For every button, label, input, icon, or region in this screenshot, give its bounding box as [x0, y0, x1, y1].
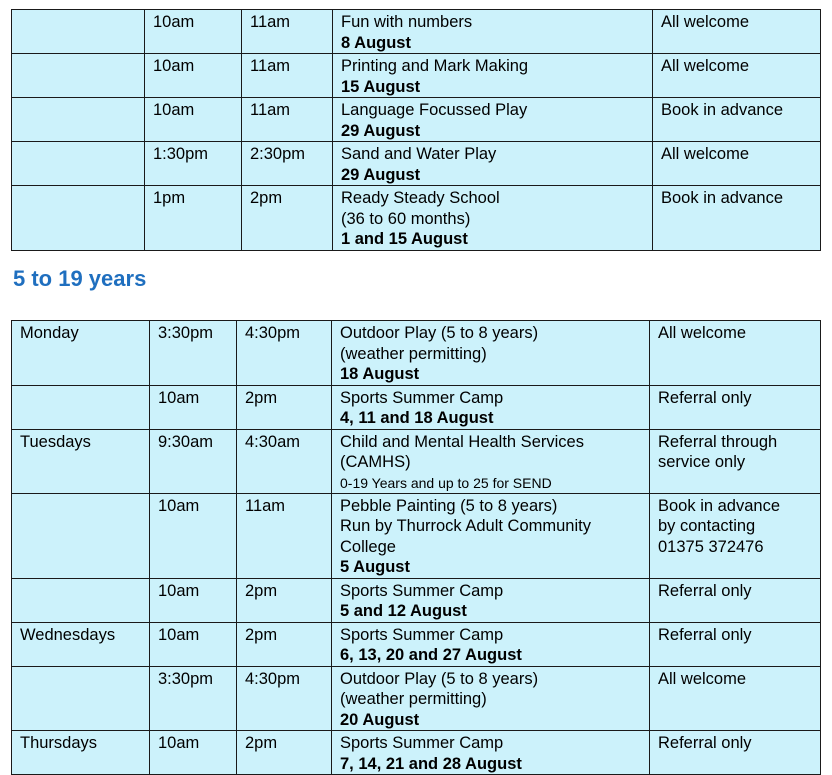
activity-name: Fun with numbers	[341, 13, 473, 31]
start-time: 10am	[153, 13, 195, 31]
access-text: Book in advance	[661, 189, 784, 207]
table-row	[12, 429, 821, 493]
activity-cell	[333, 98, 653, 142]
table-row	[12, 385, 821, 429]
start-time-cell	[145, 142, 242, 186]
end-time: 2pm	[245, 581, 278, 600]
day-cell	[12, 186, 145, 251]
table-row	[12, 578, 821, 622]
table-row	[12, 10, 821, 54]
activity-cell	[333, 142, 653, 186]
day-cell	[12, 54, 145, 98]
end-time-cell	[242, 186, 333, 251]
start-time: 10am	[158, 734, 200, 752]
day-cell	[12, 142, 145, 186]
start-time-cell	[150, 429, 237, 493]
access-cell	[650, 731, 821, 775]
access-text: Referral only	[658, 388, 752, 407]
activity-name: Outdoor Play (5 to 8 years)	[340, 324, 539, 342]
table-row	[12, 622, 821, 666]
day-cell	[12, 385, 150, 429]
end-time-cell	[237, 731, 332, 775]
access-cell	[650, 578, 821, 622]
start-time: 3:30pm	[158, 324, 214, 342]
start-time: 10am	[158, 388, 200, 407]
access-cell	[653, 186, 821, 251]
activity-cell	[332, 666, 650, 731]
day-cell	[12, 578, 150, 622]
end-time-cell	[237, 385, 332, 429]
activity-date: 29 August	[341, 121, 421, 140]
access-cell	[650, 429, 821, 493]
table-row	[12, 321, 821, 386]
access-text: by contacting	[658, 517, 756, 535]
activity-name: (36 to 60 months)	[341, 209, 471, 228]
activity-date: 8 August	[341, 33, 411, 52]
activity-name: (weather permitting)	[340, 690, 487, 708]
access-text: service only	[658, 453, 746, 471]
end-time: 11am	[250, 13, 291, 31]
end-time: 2pm	[250, 189, 283, 207]
access-text: Referral only	[658, 581, 752, 600]
activity-cell	[332, 429, 650, 493]
start-time-cell	[150, 321, 237, 386]
activity-name: Ready Steady School	[341, 189, 500, 207]
activity-date: 6, 13, 20 and 27 August	[340, 646, 522, 664]
access-cell	[653, 54, 821, 98]
access-text: All welcome	[661, 145, 750, 163]
activity-name: Sports Summer Camp	[340, 734, 504, 752]
activity-date: 15 August	[341, 77, 421, 96]
start-time-cell	[145, 54, 242, 98]
access-cell	[650, 622, 821, 666]
end-time: 2pm	[245, 734, 278, 752]
start-time: 10am	[158, 496, 200, 515]
day-cell	[12, 429, 150, 493]
start-time: 1pm	[153, 189, 186, 207]
activity-name: Sports Summer Camp	[340, 388, 504, 407]
activity-date: 5 and 12 August	[340, 602, 467, 620]
access-cell	[650, 321, 821, 386]
activity-name: College	[340, 537, 396, 556]
end-time: 11am	[245, 496, 286, 515]
end-time-cell	[237, 578, 332, 622]
end-time: 2pm	[245, 625, 278, 644]
activity-cell	[332, 321, 650, 386]
access-text: Book in advance	[661, 101, 784, 119]
activity-date: 29 August	[341, 165, 421, 184]
day-label: Wednesdays	[20, 625, 116, 644]
access-cell	[650, 666, 821, 731]
activity-name: (weather permitting)	[340, 344, 487, 363]
start-time-cell	[150, 493, 237, 578]
end-time-cell	[242, 98, 333, 142]
schedule-table-body	[12, 10, 821, 251]
activity-date: 1 and 15 August	[341, 230, 468, 248]
start-time: 10am	[158, 581, 200, 600]
access-cell	[653, 10, 821, 54]
end-time-cell	[242, 142, 333, 186]
table-row	[12, 186, 821, 251]
end-time: 4:30pm	[245, 324, 301, 342]
access-text: Book in advance	[658, 496, 781, 515]
access-cell	[653, 142, 821, 186]
activity-cell	[333, 186, 653, 251]
end-time-cell	[237, 429, 332, 493]
activity-name: Child and Mental Health Services	[340, 432, 584, 451]
activity-name: Pebble Painting (5 to 8 years)	[340, 496, 558, 515]
end-time-cell	[237, 493, 332, 578]
activity-date: 7, 14, 21 and 28 August	[340, 754, 522, 773]
table-row	[12, 142, 821, 186]
activity-cell	[333, 10, 653, 54]
end-time-cell	[242, 54, 333, 98]
table-row	[12, 731, 821, 775]
section-heading: 5 to 19 years	[13, 266, 147, 291]
end-time-cell	[237, 321, 332, 386]
activity-name: (CAMHS)	[340, 453, 411, 471]
day-label: Monday	[20, 324, 79, 342]
activity-cell	[332, 731, 650, 775]
start-time-cell	[145, 186, 242, 251]
activity-name: Run by Thurrock Adult Community	[340, 517, 591, 535]
start-time-cell	[150, 622, 237, 666]
table-row	[12, 493, 821, 578]
start-time: 10am	[153, 101, 195, 119]
schedule-table-5-to-19	[11, 320, 821, 775]
day-cell	[12, 493, 150, 578]
start-time-cell	[150, 578, 237, 622]
start-time: 10am	[158, 625, 200, 644]
access-text: Referral only	[658, 734, 752, 752]
activity-name: Outdoor Play (5 to 8 years)	[340, 669, 539, 688]
activity-name: Sports Summer Camp	[340, 581, 504, 600]
table-row	[12, 54, 821, 98]
start-time-cell	[150, 385, 237, 429]
activity-cell	[332, 385, 650, 429]
end-time: 11am	[250, 101, 291, 119]
end-time: 4:30am	[245, 432, 301, 451]
access-text: Referral through	[658, 432, 778, 451]
access-text: All welcome	[658, 669, 747, 688]
start-time-cell	[145, 10, 242, 54]
schedule-table-body	[12, 321, 821, 775]
end-time-cell	[237, 666, 332, 731]
day-cell	[12, 321, 150, 386]
access-text: 01375 372476	[658, 537, 764, 556]
activity-date: 5 August	[340, 558, 410, 576]
activity-cell	[332, 578, 650, 622]
day-cell	[12, 731, 150, 775]
access-cell	[650, 385, 821, 429]
access-text: All welcome	[658, 324, 747, 342]
activity-cell	[332, 493, 650, 578]
activity-note: 0-19 Years and up to 25 for SEND	[340, 474, 552, 491]
schedule-table-under-5	[11, 9, 821, 251]
start-time-cell	[145, 98, 242, 142]
activity-name: Sand and Water Play	[341, 145, 497, 163]
access-text: All welcome	[661, 57, 750, 75]
activity-date: 18 August	[340, 365, 420, 383]
end-time-cell	[242, 10, 333, 54]
activity-name: Language Focussed Play	[341, 101, 528, 119]
day-label: Thursdays	[20, 734, 98, 752]
end-time: 2pm	[245, 388, 278, 407]
table-row	[12, 98, 821, 142]
activity-date: 4, 11 and 18 August	[340, 409, 494, 427]
day-cell	[12, 98, 145, 142]
start-time: 10am	[153, 57, 195, 75]
start-time-cell	[150, 731, 237, 775]
access-cell	[650, 493, 821, 578]
activity-cell	[332, 622, 650, 666]
table-row	[12, 666, 821, 731]
day-cell	[12, 622, 150, 666]
start-time: 3:30pm	[158, 669, 214, 688]
activity-cell	[333, 54, 653, 98]
end-time-cell	[237, 622, 332, 666]
day-cell	[12, 666, 150, 731]
start-time-cell	[150, 666, 237, 731]
day-cell	[12, 10, 145, 54]
day-label: Tuesdays	[20, 432, 91, 451]
access-cell	[653, 98, 821, 142]
activity-name: Printing and Mark Making	[341, 57, 529, 75]
end-time: 4:30pm	[245, 669, 301, 688]
access-text: All welcome	[661, 13, 750, 31]
access-text: Referral only	[658, 625, 752, 644]
end-time: 2:30pm	[250, 145, 306, 163]
start-time: 9:30am	[158, 432, 214, 451]
activity-name: Sports Summer Camp	[340, 625, 504, 644]
end-time: 11am	[250, 57, 291, 75]
start-time: 1:30pm	[153, 145, 209, 163]
activity-date: 20 August	[340, 710, 420, 729]
